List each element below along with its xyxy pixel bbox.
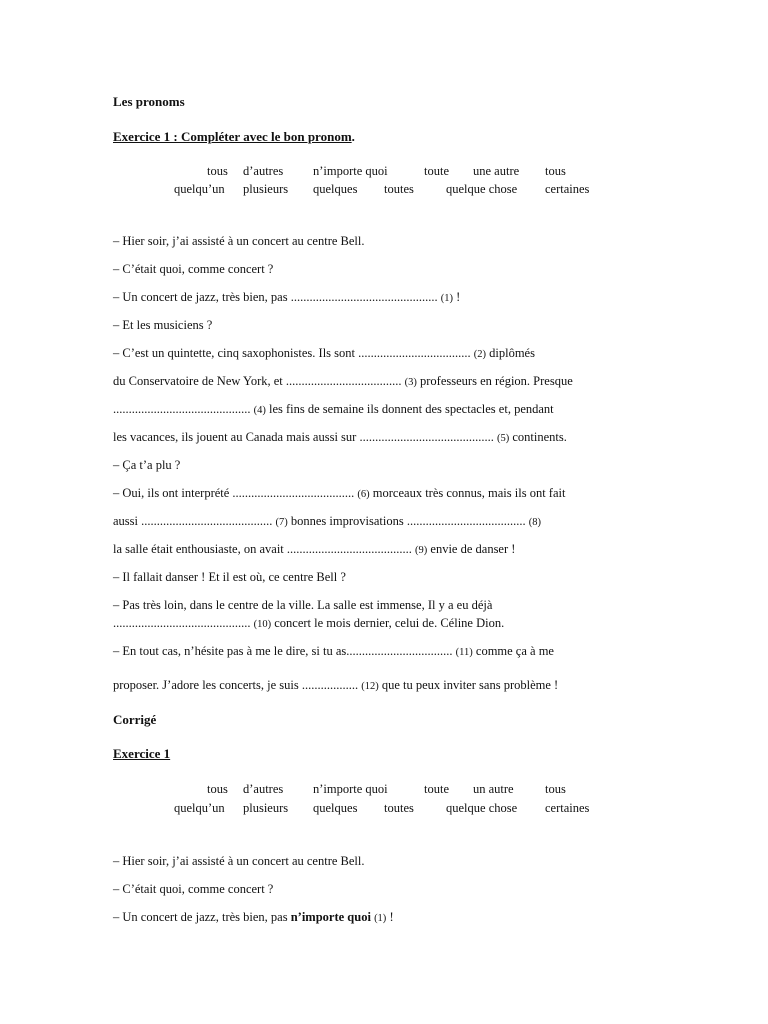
blank-number: (1) — [440, 293, 453, 304]
exercise-line: – Pas très loin, dans le centre de la ville. La salle est immense, Il y a eu déjà — [113, 598, 493, 612]
blank-number: (11) — [455, 647, 473, 658]
exercise-line: ............................................ (10) concert le mois dernier, celui de. Céline Dion. — [113, 616, 505, 630]
word-bank-item: quelques — [313, 182, 358, 196]
exercise-heading-period: . — [351, 129, 355, 144]
exercise-line: proposer. J’adore les concerts, je suis .................. (12) que tu peux inviter sans problème ! — [113, 678, 559, 692]
exercise-line: – En tout cas, n’hésite pas à me le dire, si tu as.................................. (11) comme ça à me — [113, 644, 554, 658]
exercise-line: du Conservatoire de New York, et ..................................... (3) professeurs en région. Presque — [113, 374, 573, 388]
exercise-heading-text: Exercice 1 : Compléter avec le bon pronom — [113, 129, 352, 144]
blank-number: (2) — [473, 349, 486, 360]
word-bank-item: toutes — [384, 182, 414, 196]
word-bank-item: quelque chose — [446, 801, 518, 815]
blank-number: (1) — [374, 913, 387, 924]
word-bank-item: tous — [545, 782, 566, 796]
exercise-line: – Il fallait danser ! Et il est où, ce centre Bell ? — [113, 570, 346, 584]
word-bank-item: plusieurs — [243, 801, 289, 815]
blank-number: (9) — [415, 545, 428, 556]
answer-line: – C’était quoi, comme concert ? — [113, 882, 274, 896]
word-bank-item: tous — [545, 164, 566, 178]
word-bank-item: d’autres — [243, 164, 284, 178]
answer-line: – Hier soir, j’ai assisté à un concert au centre Bell. — [113, 854, 365, 868]
exercise-line: – Hier soir, j’ai assisté à un concert au centre Bell. — [113, 234, 365, 248]
answer-title: Corrigé — [113, 712, 157, 727]
exercise-heading — [113, 129, 355, 145]
word-bank-item: quelques — [313, 801, 358, 815]
exercise-line: – C’est un quintette, cinq saxophonistes. Ils sont .................................... (2) diplômés — [113, 346, 535, 360]
word-bank-item: toute — [424, 164, 449, 178]
exercise-line: ............................................ (4) les fins de semaine ils donnent des spectacles et, pendant — [113, 402, 554, 416]
answer-heading: Exercice 1 — [113, 746, 171, 761]
word-bank-item: tous — [207, 782, 228, 796]
word-bank-item: d’autres — [243, 782, 284, 796]
blank-number: (4) — [253, 405, 266, 416]
word-bank-item: toute — [424, 782, 449, 796]
exercise-line: – Un concert de jazz, très bien, pas ............................................... (1) ! — [113, 290, 461, 304]
blank-number: (5) — [496, 433, 510, 444]
exercise-line: – Ça t’a plu ? — [113, 458, 181, 472]
exercise-line: – C’était quoi, comme concert ? — [113, 262, 274, 276]
blank-number: (12) — [361, 681, 379, 692]
word-bank-item: certaines — [545, 182, 590, 196]
blank-number: (8) — [528, 517, 541, 528]
blank-number: (7) — [275, 517, 288, 528]
exercise-line: les vacances, ils jouent au Canada mais aussi sur ........................................... (5) continents. — [113, 430, 567, 444]
exercise-line: – Oui, ils ont interprété ....................................... (6) morceaux très connus, mais ils ont fait — [113, 486, 566, 500]
word-bank-item: plusieurs — [243, 182, 289, 196]
exercise-line: aussi .......................................... (7) bonnes improvisations ...................................... (8) — [113, 514, 541, 528]
exercise-line: la salle était enthousiaste, on avait ........................................ (9) envie de danser ! — [113, 542, 516, 556]
answer-line: – Un concert de jazz, très bien, pas n’importe quoi (1) ! — [113, 910, 394, 924]
word-bank-item: n’importe quoi — [313, 164, 388, 178]
blank-number: (6) — [357, 489, 370, 500]
word-bank-item: quelqu’un — [174, 801, 225, 815]
word-bank-item: quelque chose — [446, 182, 518, 196]
word-bank-item: certaines — [545, 801, 590, 815]
word-bank-item: n’importe quoi — [313, 782, 388, 796]
answer-word: n’importe quoi — [290, 910, 371, 924]
word-bank-item: toutes — [384, 801, 414, 815]
word-bank-item: tous — [207, 164, 228, 178]
word-bank-item: un autre — [473, 782, 514, 796]
exercise-line: – Et les musiciens ? — [113, 318, 213, 332]
word-bank-item: une autre — [473, 164, 520, 178]
word-bank-item: quelqu’un — [174, 182, 225, 196]
blank-number: (3) — [404, 377, 417, 388]
blank-number: (10) — [253, 619, 272, 630]
page-title: Les pronoms — [113, 94, 185, 109]
